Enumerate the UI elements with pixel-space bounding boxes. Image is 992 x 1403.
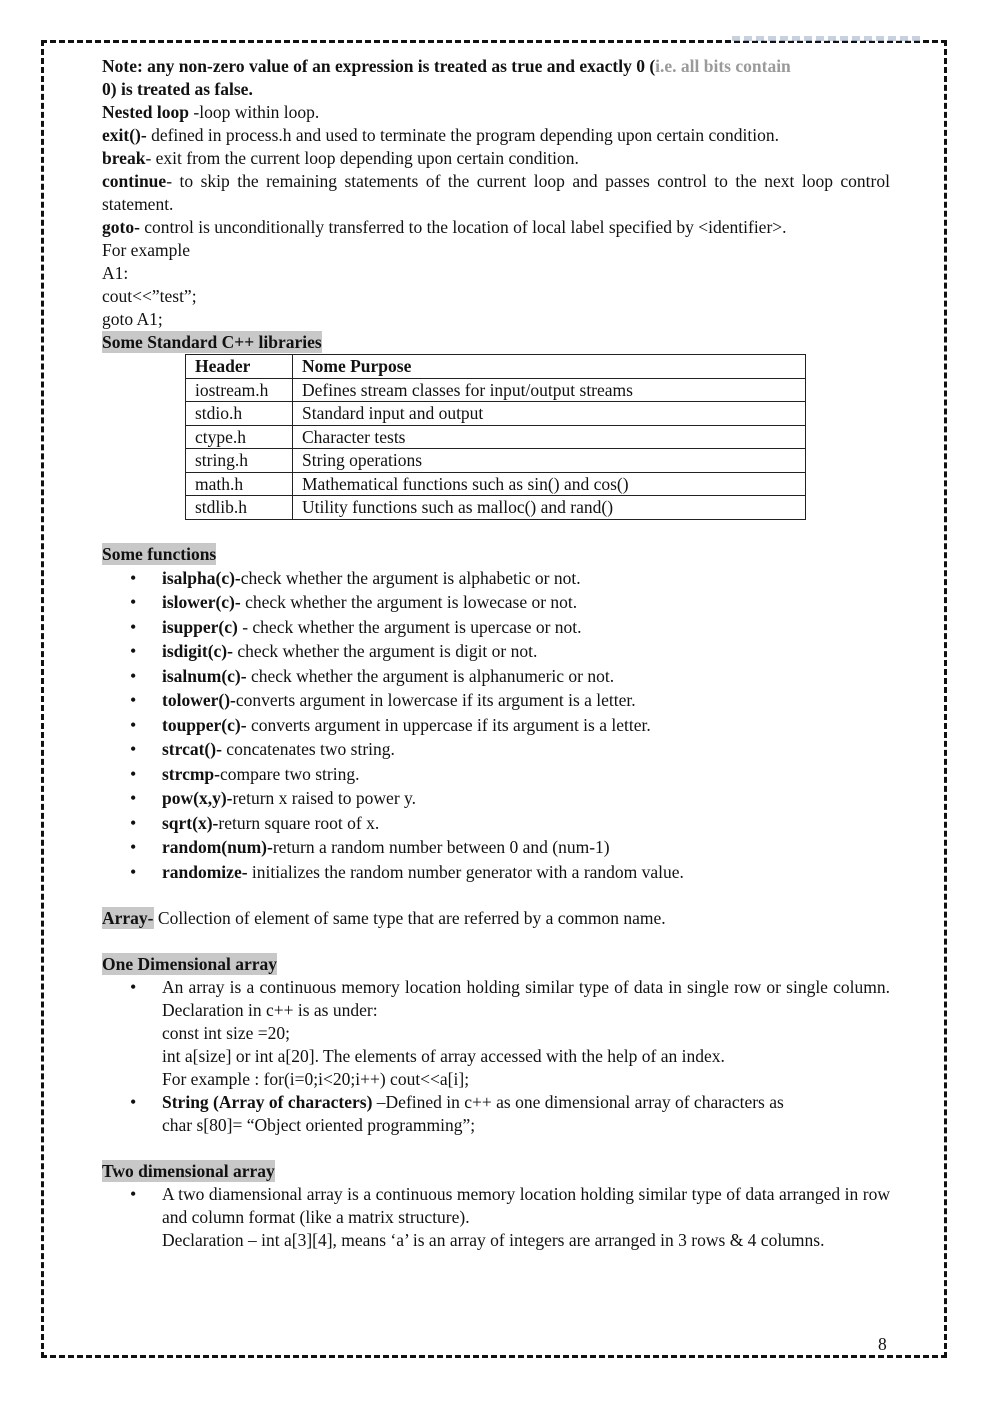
list-item: • randomize- initializes the random number generator with a random value.	[102, 860, 890, 885]
list-item: • A two diamensional array is a continuous memory location holding similar type of data arranged in row and column format (like a matrix structure). Declaration – int a[3][4], means ‘a’ is an array of integers are arranged in 3 rows & 4 columns.	[102, 1183, 890, 1252]
list-item: • isalnum(c)- check whether the argument is alphanumeric or not.	[102, 664, 890, 689]
break-def: break- exit from the current loop depending upon certain condition.	[102, 148, 579, 168]
list-item: • islower(c)- check whether the argument is lowecase or not.	[102, 590, 890, 615]
libraries-heading: Some Standard C++ libraries	[102, 332, 322, 352]
functions-list	[102, 566, 890, 885]
nested-loop-def: Nested loop -loop within loop.	[102, 102, 320, 122]
list-item: • isalpha(c)-check whether the argument is alphabetic or not.	[102, 566, 890, 591]
list-item: • pow(x,y)-return x raised to power y.	[102, 786, 890, 811]
one-dim-heading: One Dimensional array	[102, 954, 277, 974]
list-item: • toupper(c)- converts argument in uppercase if its argument is a letter.	[102, 713, 890, 738]
functions-heading: Some functions	[102, 543, 217, 564]
note-line-2: 0) is treated as false.	[102, 79, 253, 99]
table-row: stdlib.h Utility functions such as malloc() and rand()	[186, 496, 806, 520]
exit-def: exit()- defined in process.h and used to terminate the program depending upon certain condition.	[102, 125, 779, 145]
table-row: iostream.h Defines stream classes for input/output streams	[186, 378, 806, 402]
note-faded-text: i.e. all bits contain	[655, 56, 791, 76]
continue-def: continue- to skip the remaining statements of the current loop and passes control to the next loop control statement.	[102, 171, 890, 214]
column-header: Header	[186, 355, 293, 379]
two-dim-heading: Two dimensional array	[102, 1161, 275, 1181]
code-line: A1:	[102, 263, 129, 283]
two-dim-list	[102, 1183, 890, 1252]
list-item: • tolower()-converts argument in lowercase if its argument is a letter.	[102, 688, 890, 713]
table-row: stdio.h Standard input and output	[186, 402, 806, 426]
corner-decoration	[732, 36, 920, 41]
list-item: • strcmp-compare two string.	[102, 762, 890, 787]
code-line: goto A1;	[102, 309, 163, 329]
list-item: • random(num)-return a random number between 0 and (num-1)	[102, 835, 890, 860]
code-line: cout<<”test”;	[102, 286, 197, 306]
list-item: • String (Array of characters) –Defined in c++ as one dimensional array of characters as char s[80]= “Object oriented programming”;	[102, 1091, 890, 1137]
list-item: • isupper(c) - check whether the argument is upercase or not.	[102, 615, 890, 640]
example-label: For example	[102, 240, 190, 260]
note-line: Note: any non-zero value of an expression is treated as true and exactly 0 (i.e. all bits contain	[102, 56, 791, 76]
libraries-table	[185, 354, 806, 520]
list-item: • An array is a continuous memory location holding similar type of data in single row or single column. Declaration in c++ is as under: const int size =20; int a[size] or int a[20]. The elements of array accessed with the help of an index. For example : for(i=0;i<20;i++) cout<<a[i];	[102, 976, 890, 1091]
table-row: math.h Mathematical functions such as sin() and cos()	[186, 472, 806, 496]
page-number: 8	[878, 1334, 887, 1354]
table-header-row	[186, 355, 806, 379]
array-def: Array- Collection of element of same type that are referred by a common name.	[102, 908, 666, 928]
list-item: • sqrt(x)-return square root of x.	[102, 811, 890, 836]
goto-def: goto- control is unconditionally transferred to the location of local label specified by <identifier>.	[102, 217, 787, 237]
column-header: Nome Purpose	[293, 355, 806, 379]
one-dim-list	[102, 976, 890, 1137]
page-content	[102, 55, 890, 1252]
list-item: • isdigit(c)- check whether the argument is digit or not.	[102, 639, 890, 664]
table-row: string.h String operations	[186, 449, 806, 473]
table-row: ctype.h Character tests	[186, 425, 806, 449]
list-item: • strcat()- concatenates two string.	[102, 737, 890, 762]
